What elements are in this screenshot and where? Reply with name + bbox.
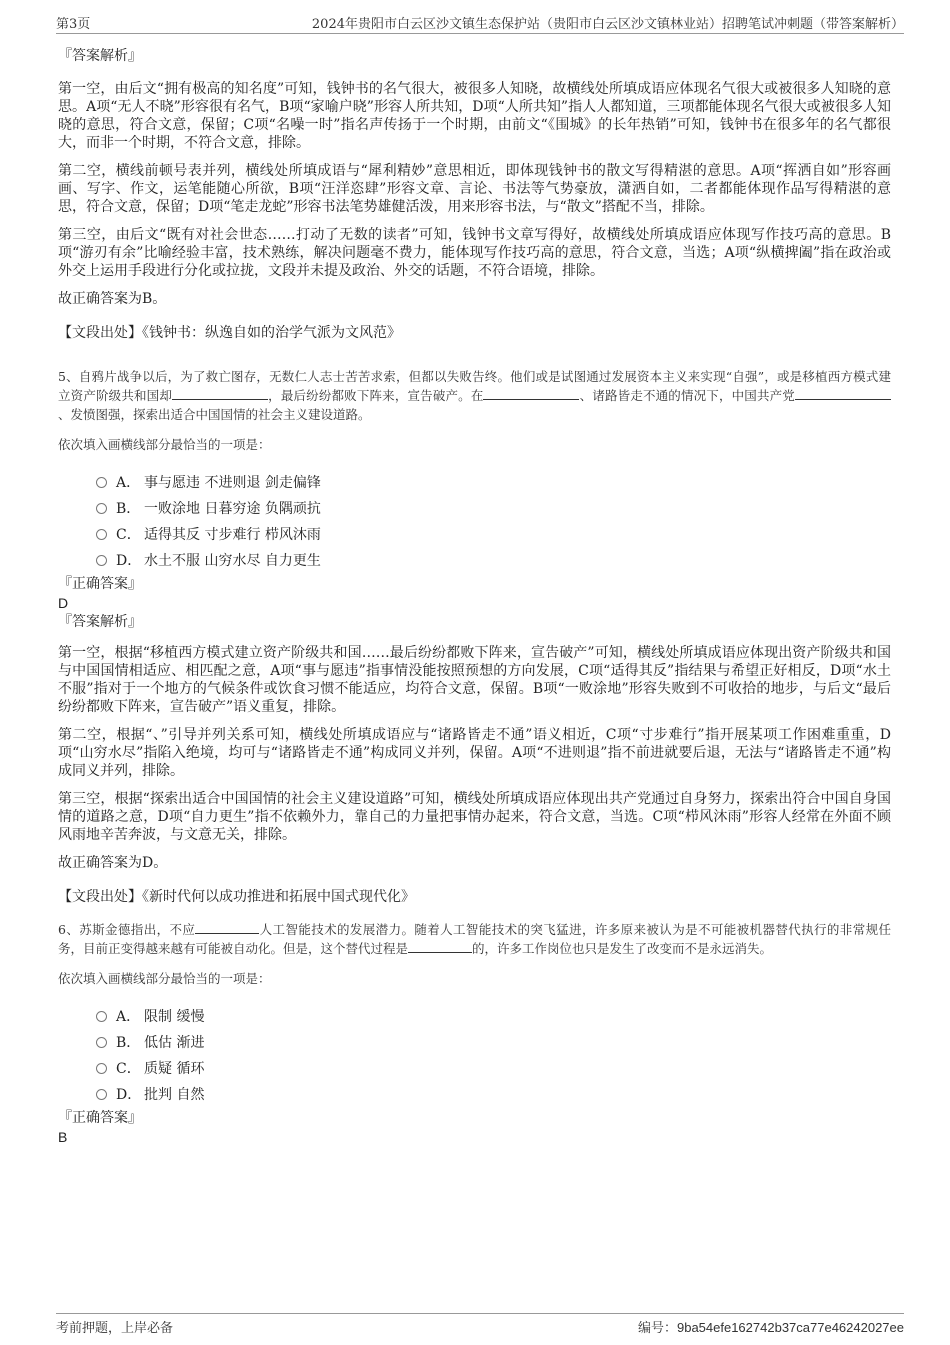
q6-instruction: 依次填入画横线部分最恰当的一项是： <box>58 971 271 986</box>
option-d[interactable]: D． 水土不服 山穷水尽 自力更生 <box>96 548 891 574</box>
q4-analysis-para: 第三空，由后文“既有对社会世态……打动了无数的读者”可知，钱钟书文章写得好，故横线处所填成语应体现写作技巧高的意思。B项“游刃有余”比喻经验丰富，技术熟练，解决问题毫不费力，能体现写作技巧高的意思，符合文意，当选；A项“纵横捭阖”指在政治或外交上运用手段进行分化或拉拢，文段并未提及政治、外交的话题，不符合语境，排除。 <box>58 227 891 279</box>
q5-analysis-para: 第二空，根据“、”引导并列关系可知，横线处所填成语应与“诸路皆走不通”语义相近，C项“寸步难行”指开展某项工作困难重重，D项“山穷水尽”指陷入绝境，均可与“诸路皆走不通”构成同义并列，保留。A项“不进则退”指不前进就要后退，无法与“诸路皆走不通”构成同义并列，排除。 <box>58 727 891 779</box>
page-header <box>56 13 904 34</box>
q5-question: 5、自鸦片战争以后，为了救亡图存，无数仁人志士苦苦求索，但都以失败告终。他们或是试图通过发展资本主义来实现“自强”，或是移植西方模式建立资产阶级共和国却 ，最后纷纷都败下阵来，宣告破产。在 、诸路皆走不通的情况下，中国共产党、发愤图强，探索出适合中国国情的社会主义建设道路。 <box>58 369 891 422</box>
option-c[interactable]: C． 质疑 循环 <box>96 1056 891 1082</box>
answer-blank <box>483 387 579 400</box>
q4-analysis-para: 第二空，横线前顿号表并列，横线处所填成语与“犀利精妙”意思相近，即体现钱钟书的散文写得精湛的意思。A项“挥洒自如”形容画画、写字、作文，运笔能随心所欲，B项“汪洋恣肆”形容文章、言论、书法等气势豪放，潇洒自如，二者都能体现作品写得精湛的意思，符合文意，保留；D项“笔走龙蛇”形容书法笔势雄健活泼，用来形容书法，与“散文”搭配不当，排除。 <box>58 163 891 215</box>
q6-correct-label: 『正确答案』 <box>58 1110 142 1126</box>
q5-analysis-label: 『答案解析』 <box>58 614 142 630</box>
answer-blank <box>172 387 268 400</box>
answer-blank <box>408 940 472 953</box>
q5-correct-answer: D <box>58 595 69 611</box>
answer-blank <box>795 387 891 400</box>
q5-instruction: 依次填入画横线部分最恰当的一项是： <box>58 437 271 452</box>
q6-options <box>96 1004 891 1108</box>
q5-conclusion: 故正确答案为D。 <box>58 855 168 871</box>
radio-icon[interactable] <box>96 529 107 540</box>
option-a[interactable]: A． 限制 缓慢 <box>96 1004 891 1030</box>
option-c[interactable]: C． 适得其反 寸步难行 栉风沐雨 <box>96 522 891 548</box>
radio-icon[interactable] <box>96 1063 107 1074</box>
q4-analysis-para: 第一空，由后文“拥有极高的知名度”可知，钱钟书的名气很大，被很多人知晓，故横线处所填成语应体现名气很大或被很多人知晓的意思。A项“无人不晓”形容很有名气，B项“家喻户晓”形容人所共知，D项“人所共知”指人人都知道，三项都能体现名气很大或被很多人知晓的意思，符合文意，保留；C项“名噪一时”指名声传扬于一个时期，由前文“《围城》的长年热销”可知，钱钟书在很多年的名气都很大，而非一个时期，不符合文意，排除。 <box>58 81 891 151</box>
radio-icon[interactable] <box>96 555 107 566</box>
q6-question: 6、苏斯金德指出，不应 人工智能技术的发展潜力。随着人工智能技术的突飞猛进，许多原来被认为是不可能被机器替代执行的非常规任务，目前正变得越来越有可能被自动化。但是，这个替代过程是 的，许多工作岗位也只是发生了改变而不是永远消失。 <box>58 922 891 956</box>
q4-conclusion: 故正确答案为B。 <box>58 291 167 307</box>
radio-icon[interactable] <box>96 1037 107 1048</box>
q4-source: 【文段出处】《钱钟书：纵逸自如的治学气派为文风范》 <box>58 325 401 341</box>
q5-source: 【文段出处】《新时代何以成功推进和拓展中国式现代化》 <box>58 889 415 905</box>
page-footer <box>56 1313 904 1336</box>
q5-correct-label: 『正确答案』 <box>58 576 142 592</box>
document-title: 2024年贵阳市白云区沙文镇生态保护站（贵阳市白云区沙文镇林业站）招聘笔试冲刺题（带答案解析） <box>311 17 904 32</box>
q6-correct-answer: B <box>58 1129 68 1145</box>
radio-icon[interactable] <box>96 503 107 514</box>
option-a[interactable]: A． 事与愿违 不进则退 剑走偏锋 <box>96 470 891 496</box>
q5-analysis-para: 第三空，根据“探索出适合中国国情的社会主义建设道路”可知，横线处所填成语应体现出共产党通过自身努力，探索出符合中国自身国情的道路之意，D项“自力更生”指不依赖外力，靠自己的力量把事情办起来，符合文意，当选。C项“栉风沐雨”形容人经常在外面不顾风雨地辛苦奔波，与文意无关，排除。 <box>58 791 891 843</box>
radio-icon[interactable] <box>96 1011 107 1022</box>
radio-icon[interactable] <box>96 1089 107 1100</box>
option-d[interactable]: D． 批判 自然 <box>96 1082 891 1108</box>
option-b[interactable]: B． 一败涂地 日暮穷途 负隅顽抗 <box>96 496 891 522</box>
footer-slogan: 考前押题，上岸必备 <box>56 1321 174 1336</box>
answer-blank <box>195 921 259 934</box>
option-b[interactable]: B． 低估 渐进 <box>96 1030 891 1056</box>
document-code: 编号：9ba54efe162742b37ca77e46242027ee <box>637 1320 904 1335</box>
document-body <box>58 46 891 1146</box>
page-number: 第3页 <box>56 17 91 32</box>
radio-icon[interactable] <box>96 477 107 488</box>
q5-analysis-para: 第一空，根据“移植西方模式建立资产阶级共和国……最后纷纷都败下阵来，宣告破产”可知，横线处所填成语应体现出资产阶级共和国与中国国情相适应、相匹配之意，A项“事与愿违”指事情没能按照预想的方向发展，C项“适得其反”指结果与希望正好相反，D项“水土不服”指对于一个地方的气候条件或饮食习惯不能适应，均符合文意，保留。B项“一败涂地”形容失败到不可收拾的地步，与后文“最后纷纷都败下阵来，宣告破产”语义重复，排除。 <box>58 645 891 715</box>
q5-options <box>96 470 891 574</box>
q4-analysis-label: 『答案解析』 <box>58 48 142 64</box>
